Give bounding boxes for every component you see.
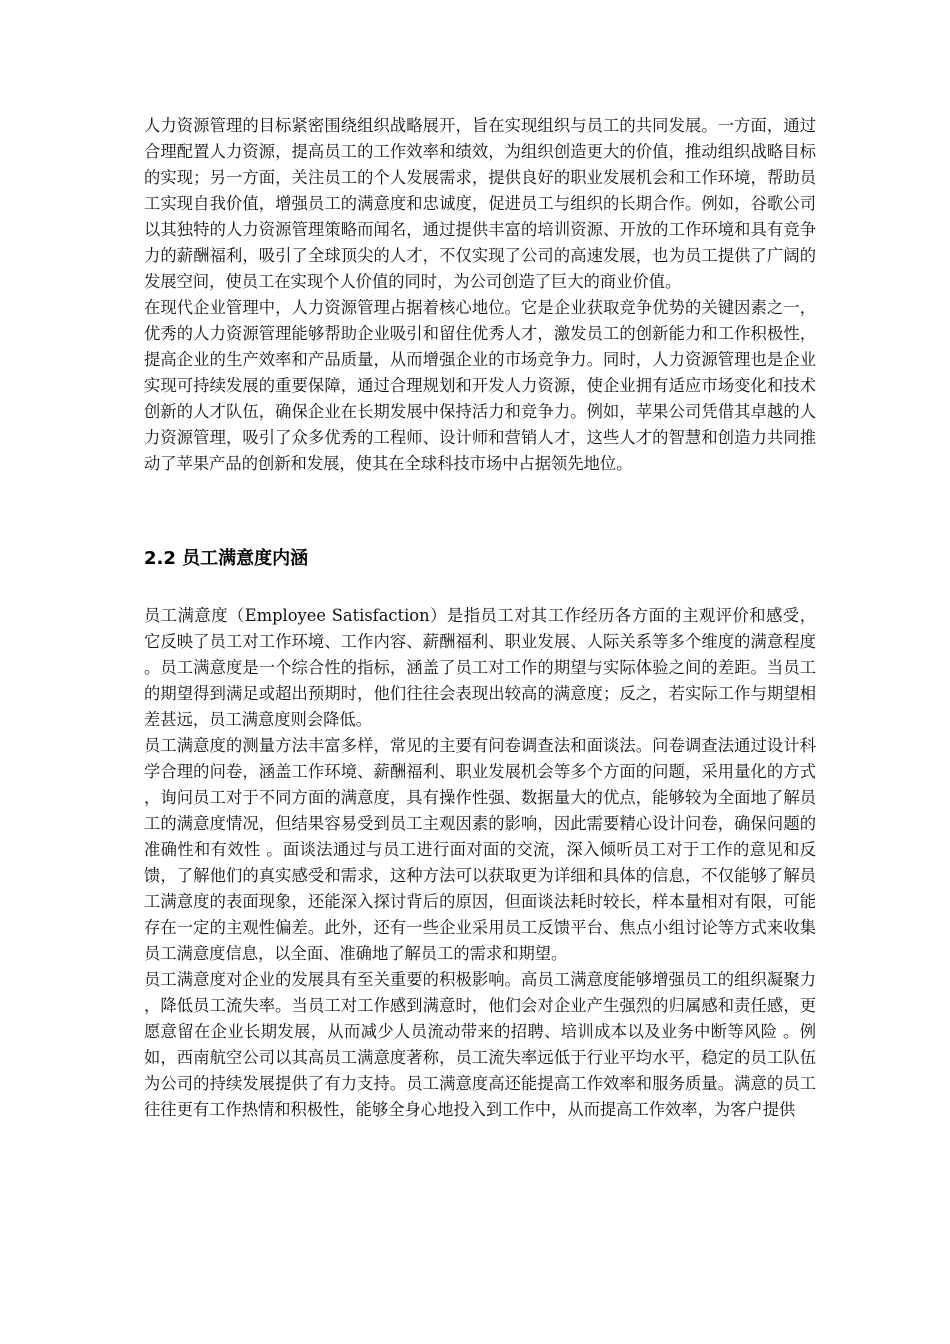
paragraph-satisfaction-measurement: 员工满意度的测量方法丰富多样，常见的主要有问卷调查法和面谈法。问卷调查法通过设计科学合理的问卷，涵盖工作环境、薪酬福利、职业发展机会等多个方面的问题，采用量化的方式，询问员工对于不同方面的满意度，具有操作性强、数据量大的优点，能够较为全面地了解员工的满意度情况，但结果容易受到员工主观因素的影响，因此需要精心设计问卷，确保问题的准确性和有效性 。面谈法通过与员工进行面对面的交流，深入倾听员工对于工作的意见和反馈，了解他们的真实感受和需求，这种方法可以获取更为详细和具体的信息，不仅能够了解员工满意度的表面现象，还能深入探讨背后的原因，但面谈法耗时较长，样本量相对有限，可能存在一定的主观性偏差。此外，还有一些企业采用员工反馈平台、焦点小组讨论等方式来收集员工满意度信息，以全面、准确地了解员工的需求和期望。 — [144, 736, 816, 963]
paragraph-hr-core-role: 在现代企业管理中，人力资源管理占据着核心地位。它是企业获取竞争优势的关键因素之一，优秀的人力资源管理能够帮助企业吸引和留住优秀人才，激发员工的创新能力和工作积极性，提高企业的生产效率和产品质量，从而增强企业的市场竞争力。同时，人力资源管理也是企业实现可持续发展的重要保障，通过合理规划和开发人力资源，使企业拥有适应市场变化和技术创新的人才队伍，确保企业在长期发展中保持活力和竞争力。例如，苹果公司凭借其卓越的人力资源管理，吸引了众多优秀的工程师、设计师和营销人才，这些人才的智慧和创造力共同推动了苹果产品的创新和发展，使其在全球科技市场中占据领先地位。 — [144, 298, 816, 473]
document-body — [144, 113, 816, 1123]
paragraph-satisfaction-impact: 员工满意度对企业的发展具有至关重要的积极影响。高员工满意度能够增强员工的组织凝聚力，降低员工流失率。当员工对工作感到满意时，他们会对企业产生强烈的归属感和责任感，更愿意留在企业长期发展，从而减少人员流动带来的招聘、培训成本以及业务中断等风险 。例如，西南航空公司以其高员工满意度著称，员工流失率远低于行业平均水平，稳定的员工队伍为公司的持续发展提供了有力支持。员工满意度高还能提高工作效率和服务质量。满意的员工往往更有工作热情和积极性，能够全身心地投入到工作中，从而提高工作效率，为客户提供 — [144, 970, 816, 1119]
section-body — [144, 603, 816, 1123]
section-heading-block — [144, 547, 816, 573]
section-intro — [144, 113, 816, 529]
section-heading: 2.2 员工满意度内涵 — [144, 548, 309, 569]
paragraph-satisfaction-definition: 员工满意度（Employee Satisfaction）是指员工对其工作经历各方面的主观评价和感受，它反映了员工对工作环境、工作内容、薪酬福利、职业发展、人际关系等多个维度的满意程度 。员工满意度是一个综合性的指标，涵盖了员工对工作的期望与实际体验之间的差距。当员工的期望得到满足或超出预期时，他们往往会表现出较高的满意度；反之，若实际工作与期望相差甚远，员工满意度则会降低。 — [144, 606, 816, 729]
paragraph-hr-goals: 人力资源管理的目标紧密围绕组织战略展开，旨在实现组织与员工的共同发展。一方面，通过合理配置人力资源，提高员工的工作效率和绩效，为组织创造更大的价值，推动组织战略目标的实现；另一方面，关注员工的个人发展需求，提供良好的职业发展机会和工作环境，帮助员工实现自我价值，增强员工的满意度和忠诚度，促进员工与组织的长期合作。例如，谷歌公司以其独特的人力资源管理策略而闻名，通过提供丰富的培训资源、开放的工作环境和具有竞争力的薪酬福利，吸引了全球顶尖的人才，不仅实现了公司的高速发展，也为员工提供了广阔的发展空间，使员工在实现个人价值的同时，为公司创造了巨大的商业价值。 — [144, 116, 816, 291]
